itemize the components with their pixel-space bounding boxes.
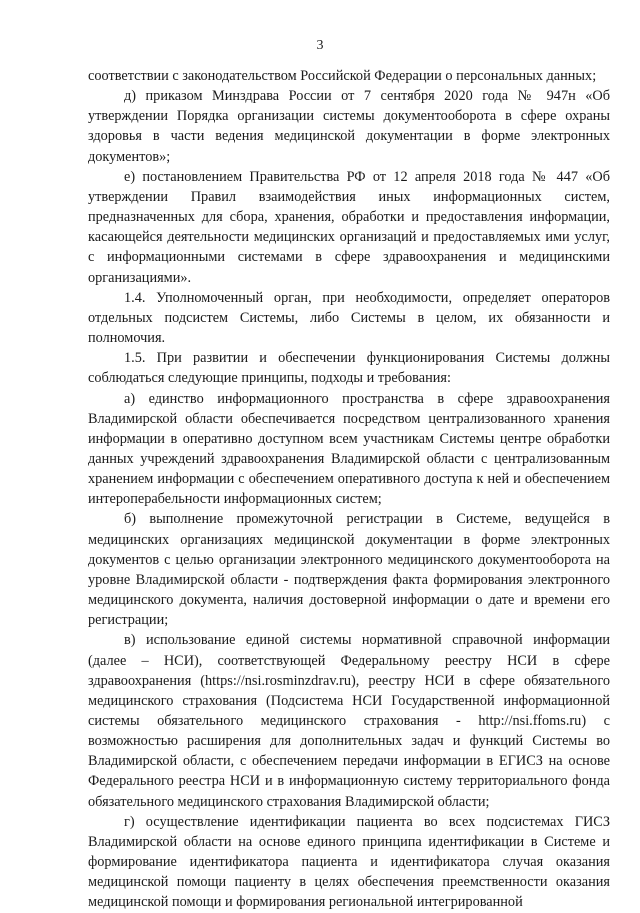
paragraph-item-g: г) осуществление идентификации пациента во всех подсистемах ГИСЗ Владимирской области на основе единого принципа идентификации в Системе и формирование идентификатора пациента и идентификатора случая оказания медицинской помощи пациенту в целях обеспечения преемственности оказания медицинской помощи и формирования региональной интегрированной: [88, 813, 610, 911]
page-number: 3: [316, 38, 324, 53]
paragraph-1-4: 1.4. Уполномоченный орган, при необходимости, определяет операторов отдельных подсистем Системы, либо Системы в целом, их обязанности и полномочия.: [88, 289, 610, 347]
paragraph-item-v: в) использование единой системы нормативной справочной информации (далее – НСИ), соответствующей Федеральному реестру НСИ в сфере здравоохранения (https://nsi.rosminzdrav.ru), реестру НСИ в сфере обязательного медицинского страхования (Подсистема НСИ Государственной информационной системы обязательного медицинского страхования - http://nsi.ffoms.ru) с возможностью расширения для дополнительных задач и функций Системы во Владимирской области, с обеспечением передачи информации в ЕГИСЗ на основе Федерального реестра НСИ и в информационную систему территориального фонда обязательного медицинского страхования Владимирской области;: [88, 632, 610, 810]
paragraph-government-decree: е) постановлением Правительства РФ от 12 апреля 2018 года № 447 «Об утверждении Правил взаимодействия иных информационных систем, предназначенных для сбора, хранения, обработки и предоставления информации, касающейся деятельности медицинских организаций и предоставляемых ими услуг, с информационными системами в сфере здравоохранения и медицинскими организациями».: [88, 168, 610, 286]
paragraph-personal-data: соответствии с законодательством Российской Федерации о персональных данных;: [88, 68, 597, 84]
paragraph-order-minzdrav: д) приказом Минздрава России от 7 сентября 2020 года № 947н «Об утверждении Порядка организации системы документооборота в сфере охраны здоровья в части ведения медицинской документации в форме электронных документов»;: [88, 88, 610, 165]
document-body: [88, 66, 610, 913]
paragraph-item-b: б) выполнение промежуточной регистрации в Системе, ведущейся в медицинских организациях медицинской документации в форме электронных документов с целью организации электронного медицинского документооборота на уровне Владимирской области - подтверждения факта формирования электронного медицинского документа, наличия достоверной информации о дате и времени его регистрации;: [88, 511, 610, 629]
paragraph-1-5: 1.5. При развитии и обеспечении функционирования Системы должны соблюдаться следующие принципы, подходы и требования:: [88, 350, 610, 387]
paragraph-item-a: а) единство информационного пространства в сфере здравоохранения Владимирской области обеспечивается посредством централизованного хранения информации в оперативно доступном всем участникам Системы центре обработки данных учреждений здравоохранения Владимирской области с централизованным хранением информации с обеспечением оперативного доступа к ней и обеспечением интероперабельности информационных систем;: [88, 390, 610, 508]
